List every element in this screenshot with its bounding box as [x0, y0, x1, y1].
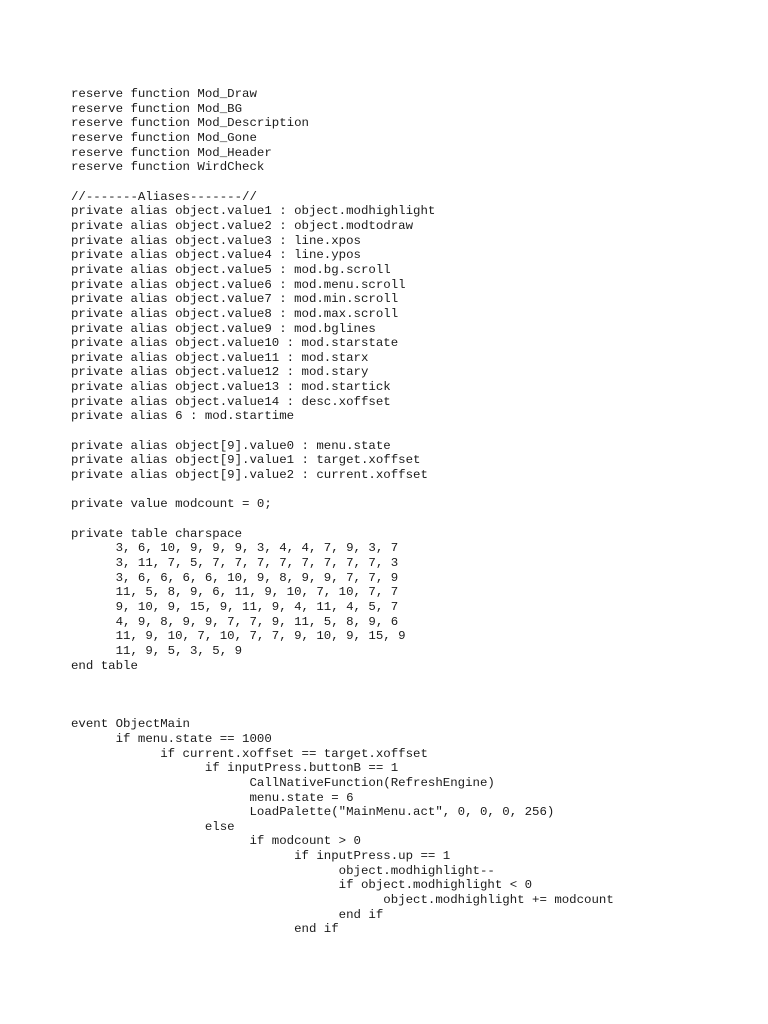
- code-line: end if: [71, 907, 384, 922]
- code-line: object.modhighlight += modcount: [71, 893, 614, 908]
- code-line: if inputPress.up == 1: [71, 849, 451, 864]
- code-line: [71, 673, 751, 688]
- code-line: else: [71, 819, 235, 834]
- code-line: CallNativeFunction(RefreshEngine): [71, 775, 495, 790]
- code-line: 3, 6, 6, 6, 6, 10, 9, 8, 9, 9, 7, 7, 9: [71, 570, 399, 585]
- code-line: private alias object.value5 : mod.bg.scroll: [71, 262, 391, 277]
- code-line: 3, 11, 7, 5, 7, 7, 7, 7, 7, 7, 7, 7, 3: [71, 556, 399, 570]
- code-line: private alias object.value6 : mod.menu.scroll: [71, 277, 406, 292]
- code-line: reserve function Mod_Draw: [71, 87, 257, 101]
- code-line: LoadPalette("MainMenu.act", 0, 0, 0, 256): [71, 805, 555, 820]
- code-line: menu.state = 6: [71, 790, 354, 805]
- code-line: 11, 9, 10, 7, 10, 7, 7, 9, 10, 9, 15, 9: [71, 629, 406, 644]
- code-line: if current.xoffset == target.xoffset: [71, 746, 428, 761]
- code-line: [71, 688, 751, 703]
- code-line: private alias object.value3 : line.xpos: [71, 233, 361, 248]
- code-line: 11, 5, 8, 9, 6, 11, 9, 10, 7, 10, 7, 7: [71, 585, 399, 600]
- code-line: private alias object.value2 : object.modtodraw: [71, 218, 414, 233]
- code-line: private alias 6 : mod.startime: [71, 409, 295, 424]
- code-line: //-------Aliases-------//: [71, 189, 257, 204]
- code-line: if object.modhighlight < 0: [71, 878, 533, 893]
- code-line: private alias object.value14 : desc.xoffset: [71, 394, 391, 409]
- code-line: private alias object.value8 : mod.max.scroll: [71, 306, 399, 321]
- code-line: private alias object.value10 : mod.starstate: [71, 336, 399, 351]
- code-line: private table charspace: [71, 526, 243, 541]
- code-line: private alias object.value13 : mod.startick: [71, 380, 391, 395]
- code-line: private alias object.value4 : line.ypos: [71, 248, 361, 263]
- code-line: 9, 10, 9, 15, 9, 11, 9, 4, 11, 4, 5, 7: [71, 599, 399, 614]
- code-line: end if: [71, 922, 339, 937]
- code-line: 3, 6, 10, 9, 9, 9, 3, 4, 4, 7, 9, 3, 7: [71, 541, 399, 556]
- code-line: reserve function Mod_Gone: [71, 130, 257, 145]
- code-line: private alias object[9].value1 : target.xoffset: [71, 453, 421, 468]
- code-line: reserve function Mod_Header: [71, 145, 272, 160]
- code-line: event ObjectMain: [71, 717, 190, 732]
- code-line: [71, 512, 751, 527]
- code-line: [71, 424, 751, 439]
- code-line: private alias object.value1 : object.modhighlight: [71, 204, 436, 219]
- code-line: 11, 9, 5, 3, 5, 9: [71, 643, 243, 658]
- code-line: private alias object.value9 : mod.bglines: [71, 321, 376, 336]
- code-line: private alias object[9].value0 : menu.state: [71, 438, 391, 453]
- code-line: end table: [71, 658, 138, 673]
- code-line: reserve function WirdCheck: [71, 160, 265, 175]
- code-line: private alias object.value7 : mod.min.scroll: [71, 292, 399, 307]
- code-line: private value modcount = 0;: [71, 497, 272, 512]
- code-line: [71, 703, 751, 718]
- code-line: [71, 175, 751, 190]
- code-listing: [71, 87, 751, 937]
- code-line: object.modhighlight--: [71, 863, 495, 878]
- code-line: reserve function Mod_Description: [71, 116, 309, 131]
- code-line: if menu.state == 1000: [71, 731, 272, 746]
- code-line: private alias object.value12 : mod.stary: [71, 365, 369, 380]
- code-line: if inputPress.buttonB == 1: [71, 761, 399, 776]
- code-line: private alias object[9].value2 : current.xoffset: [71, 468, 428, 483]
- code-line: private alias object.value11 : mod.starx: [71, 350, 369, 365]
- code-line: [71, 483, 751, 498]
- code-line: if modcount > 0: [71, 834, 361, 849]
- code-line: reserve function Mod_BG: [71, 101, 243, 116]
- code-line: 4, 9, 8, 9, 9, 7, 7, 9, 11, 5, 8, 9, 6: [71, 614, 399, 629]
